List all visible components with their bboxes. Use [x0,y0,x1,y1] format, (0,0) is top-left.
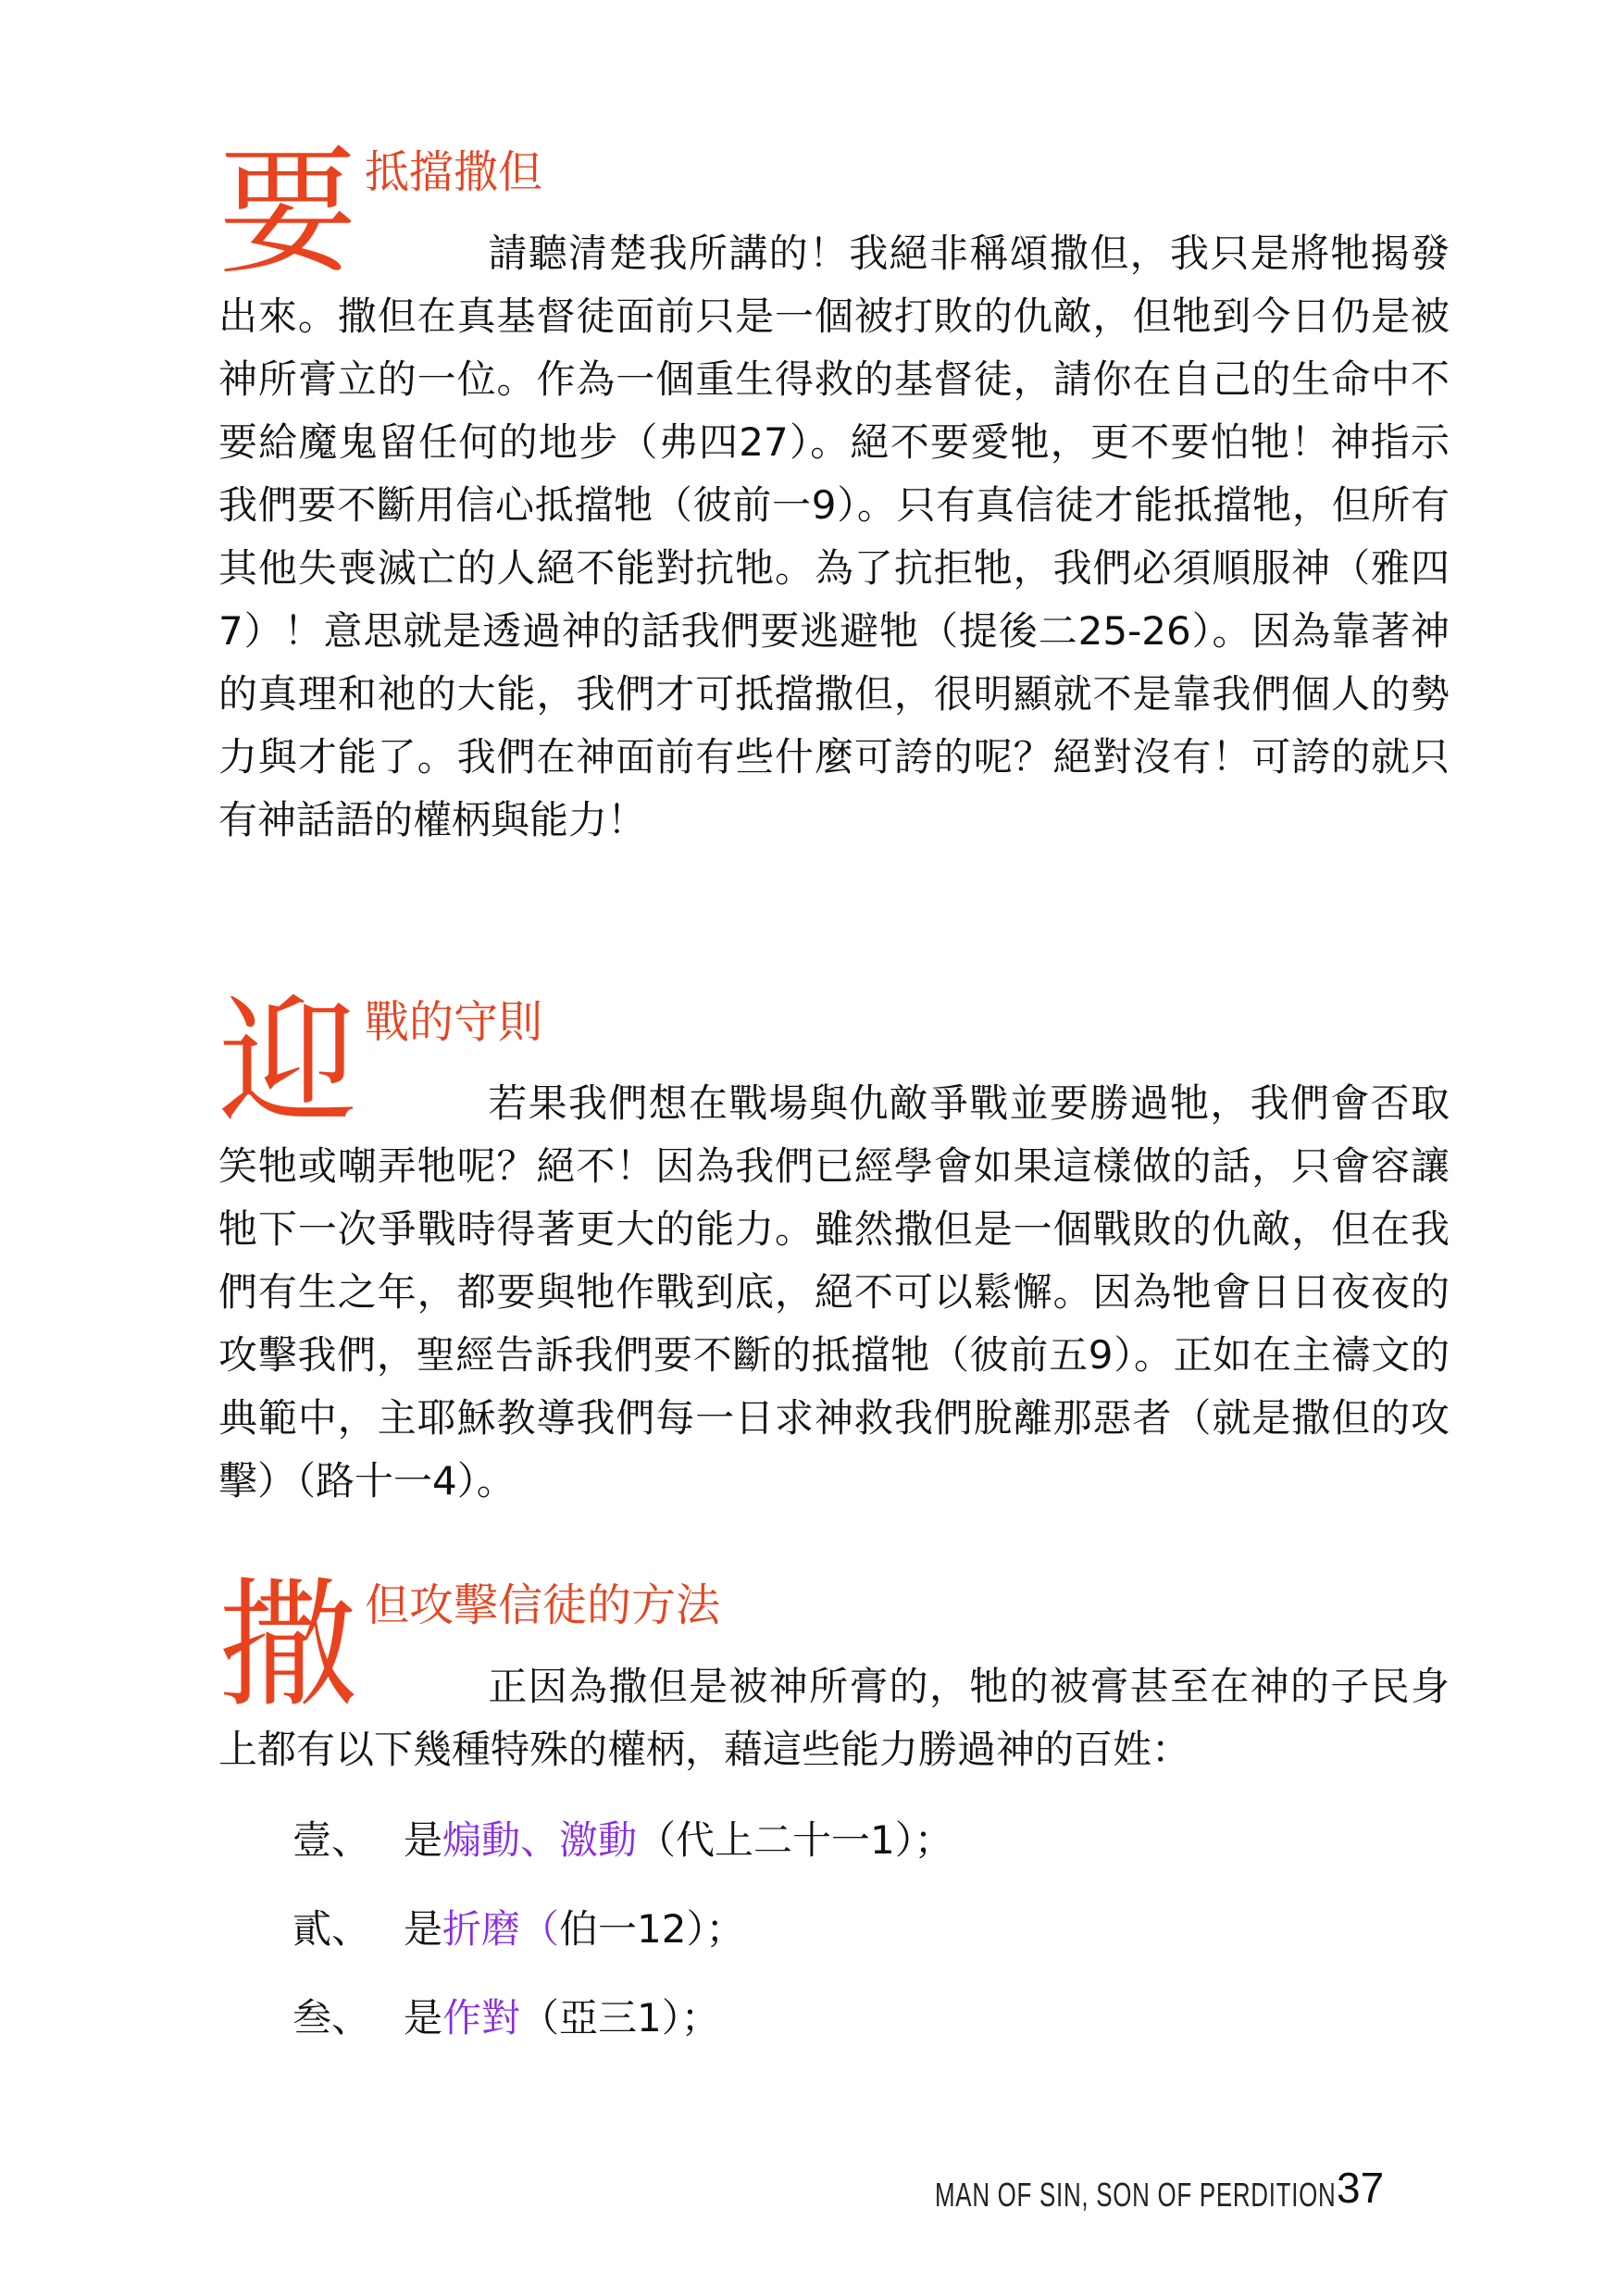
section-heading [218,132,1450,293]
paragraph-text: 請聽清楚我所講的！我絕非稱頌撒但，我只是將牠揭發出來。撒但在真基督徒面前只是一個被打敗的仇敵，但牠到今日仍是被神所膏立的一位。作為一個重生得救的基督徒，請你在自己的生命中不要給魔鬼留任何的地步（弗四27）。絕不要愛牠，更不要怕牠！神指示我們要不斷用信心抵擋牠（彼前一9）。只有真信徒才能抵擋牠，但所有其他失喪滅亡的人絕不能對抗牠。為了抗拒牠，我們必須順服神（雅四7）！意思就是透過神的話我們要逃避牠（提後二25-26）。因為靠著神的真理和祂的大能，我們才可抵擋撒但，很明顯就不是靠我們個人的勢力與才能了。我們在神面前有些什麼可誇的呢？絕對沒有！可誇的就只有神話語的權柄與能力！ [218,231,1450,842]
list-item-number: 叁、 [292,1995,371,2040]
section-subtitle: 抵擋撒但 [365,146,543,198]
list-item-highlight: 作對 [442,1995,521,2040]
list-item-highlight: 折磨（ [442,1906,560,1952]
list-item-number: 壹、 [292,1817,371,1863]
dropcap: 撒 [218,1566,353,1727]
section-heading [218,1566,1450,1727]
list-item-highlight: 煽動、激動 [442,1817,638,1863]
list-item-prefix: 是 [404,1906,443,1952]
section-satan-attack-methods [218,1566,1450,2063]
list-item [218,1796,1450,1885]
section-paragraph [218,222,1450,852]
section-resist-satan [218,132,1450,852]
section-paragraph [218,1072,1450,1513]
list-item-number: 貳、 [292,1906,371,1952]
section-subtitle: 但攻擊信徒的方法 [365,1579,721,1631]
dropcap: 迎 [218,982,353,1143]
paragraph-text: 正因為撒但是被神所膏的，牠的被膏甚至在神的子民身上都有以下幾種特殊的權柄，藉這些能力勝過神的百姓： [218,1664,1450,1772]
page-number: 37 [1337,2164,1385,2212]
list-item-text [404,1796,953,1885]
section-rules-of-engagement [218,982,1450,1513]
list-item-reference: （亞三1）； [520,1995,720,2040]
list-item [218,1885,1450,1974]
list-item [218,1974,1450,2063]
list-item-prefix: 是 [404,1817,443,1863]
list-item-reference: （代上二十一1）； [637,1817,953,1863]
list-item-prefix: 是 [404,1995,443,2040]
running-footer-title: MAN OF SIN, SON OF PERDITION [935,2176,1337,2214]
section-subtitle: 戰的守則 [365,996,543,1048]
list-item-text [404,1885,744,1974]
dropcap: 要 [218,132,353,293]
section-heading [218,982,1450,1143]
paragraph-text: 若果我們想在戰場與仇敵爭戰並要勝過牠，我們會否取笑牠或嘲弄牠呢？絕不！因為我們已經學會如果這樣做的話，只會容讓牠下一次爭戰時得著更大的能力。雖然撒但是一個戰敗的仇敵，但在我們有生之年，都要與牠作戰到底，絕不可以鬆懈。因為牠會日日夜夜的攻擊我們，聖經告訴我們要不斷的抵擋牠（彼前五9）。正如在主禱文的典範中，主耶穌教導我們每一日求神救我們脫離那惡者（就是撒但的攻擊）（路十一4）。 [218,1080,1450,1504]
list-item-reference: 伯一12）； [559,1906,745,1952]
methods-list [218,1796,1450,2063]
list-item-text [404,1974,720,2063]
